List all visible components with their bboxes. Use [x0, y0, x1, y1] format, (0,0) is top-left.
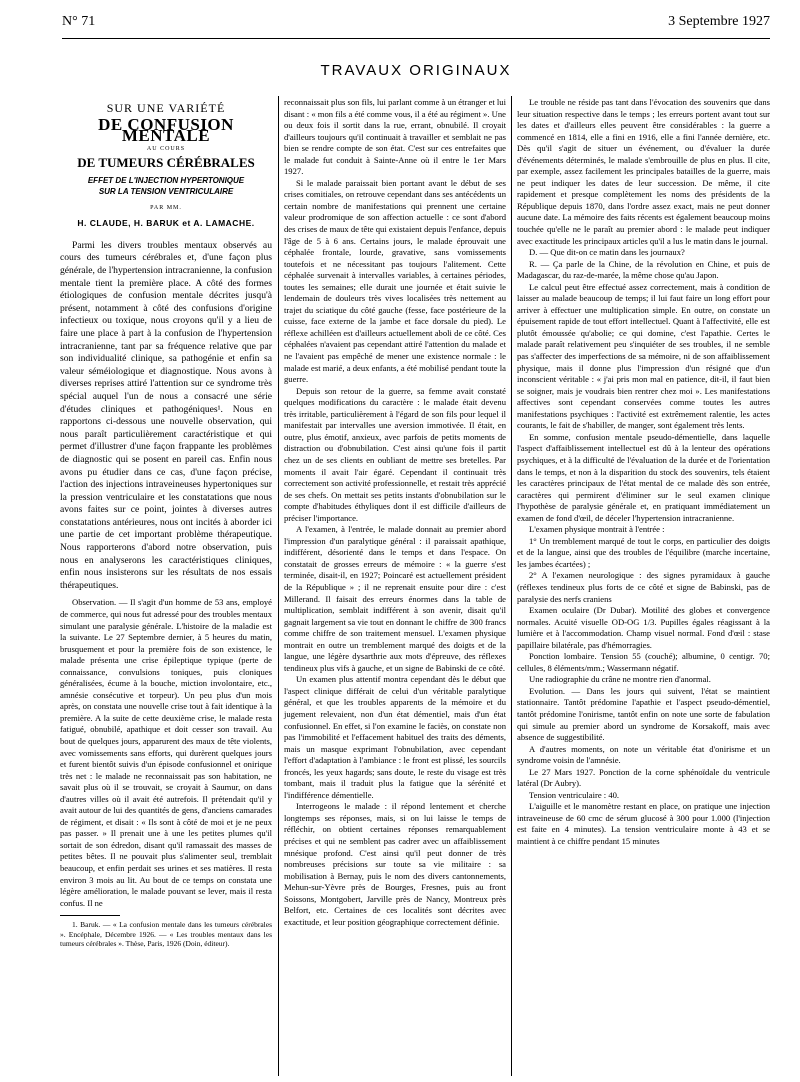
column-divider-2	[511, 96, 512, 1076]
paragraph: Le calcul peut être effectué assez correctement, mais à condition de laisser au malade beaucoup de temps; il lui faut faire un long effort pour arriver à effectuer une multiplication simple. En outre, on constate un épuisement rapide de tout effort intellectuel. Quant à l'affectivité, elle est plutôt émoussée qu'abolie; ce qui domine, c'est l'apathie. Certes le malade paraît relativement peu s'inquiéter de ses troubles, il ne semble pas s'affecter des imperfections de sa mémoire, ni de son affaiblissement physique, mais il donne plus l'impression d'un résigné que d'un inconscient véritable : « j'ai pris mon mal en patience, dit-il, il faut bien se soigner, mais je voudrais bien rentrer chez moi ». Les manifestations affectives sont cependant conservées comme toutes les autres manifestations psychiques : l'activité est extrêmement ralentie, les actes courants, le fait de s'habiller, de manger, sont également très lents.	[517, 281, 770, 431]
paragraph: Le trouble ne réside pas tant dans l'évocation des souvenirs que dans leur situation respective dans le temps ; les erreurs portent avant tout sur les dates et d'ailleurs elles peuvent être considérables : la guerre a commencé en 1814, elle a fini en 1916, elle a fini l'année dernière, etc. Dès qu'il s'agit de situer un événement, ou d'évaluer la durée d'événements déterminés, le malade s'embrouille de plus en plus. Il cite, par exemple, assez facilement les principales batailles de la guerre, mais ne peut indiquer les dates de leur succession. De même, il cite rapidement et presque complètement les noms des présidents de la République depuis 1870, dans l'ordre assez exact, mais ne peut donner aucune date. La mémoire des faits récents est également beaucoup moins touchée qu'elle ne le paraît au premier abord : le malade peut indiquer avec exactitude les principaux articles qu'il a lus le matin dans le journal.	[517, 97, 770, 246]
column-divider-1	[278, 96, 279, 1076]
paragraph: 2° A l'examen neurologique : des signes pyramidaux à gauche (réflexes tendineux plus forts de ce côté et signe de Babinski, pas de paralysie des nerfs craniens	[517, 570, 770, 604]
authors: H. CLAUDE, H. BARUK et A. LAMACHE.	[77, 218, 255, 229]
paragraph: A l'examen, à l'entrée, le malade donnait au premier abord l'impression d'un paralytique général : il paraissait apathique, indifférent, désorienté dans le temps et dans l'espace. On constatait de grosses erreurs de mémoire : « la guerre s'est terminée, disait-il, en 1927; Poincaré est actuellement président de la République » ; il ne reprenait ensuite pour dire : c'est Millerand. Il faisait des erreurs énormes dans la table de multiplication, semblait indifférent à son avenir, disait qu'il gagnait largement sa vie tout en donnant le chiffre de 300 francs comme chiffre de son traitement mensuel. L'examen physique montrait en outre un tremblement marqué des doigts et de la langue, une légère dysarthrie aux mots d'épreuve, des réflexes tendineux plus vifs à gauche, et un signe de Babinski de ce côté.	[284, 524, 506, 673]
paragraph: L'aiguille et le manomètre restant en place, on pratique une injection intraveineuse de 60 cmc de sérum glucosé à 300 pour 1.000 (l'injection est faite en 4 minutes). La tension ventriculaire monte à 43 et se maintient à ce chiffre pendant 15 minutes	[517, 801, 770, 846]
article-title-block	[60, 103, 272, 230]
column-2	[284, 97, 506, 928]
paragraph: L'examen physique montrait à l'entrée :	[529, 524, 665, 535]
section-title: TRAVAUX ORIGINAUX	[320, 62, 512, 79]
subtitle-line-2: SUR LA TENSION VENTRICULAIRE	[98, 186, 234, 196]
title-line-1: SUR UNE VARIÉTÉ	[106, 101, 226, 115]
paragraph: 1° Un tremblement marqué de tout le corps, en particulier des doigts et de la langue, ainsi que des troubles de l'équilibre (marche incertaine, les jambes écartées) ;	[517, 535, 770, 569]
paragraph: Interrogeons le malade : il répond lentement et cherche longtemps ses réponses, mais, si on lui laisse le temps de réfléchir, on obtient certaines réponses remarquablement précises et qui ne semblent pas cadrer avec un affaiblissement mnésique profond. C'est ainsi qu'il peut donner de très nombreuses précisions sur toute sa vie militaire : sa mobilisation à Bernay, puis le nom des divers cantonnements, Mehun-sur-Yèvre près de Bourges, Fresnes, puis au front Soissons, Montgobert, Jarville près de Nancy, Montreux près Belfort, etc. Certaines de ces localités sont décrites avec exactitude, et leur position géographique correctement définie.	[284, 801, 506, 927]
paragraph: Une radiographie du crâne ne montre rien d'anormal.	[529, 674, 711, 685]
footnote: 1. Baruk. — « La confusion mentale dans les tumeurs cérébrales ». Encéphale, Décembre 1926. — « Les troubles mentaux dans les tumeurs cérébrales ». Thèse, Paris, 1926 (Doin, éditeur).	[60, 920, 272, 949]
paragraph: Depuis son retour de la guerre, sa femme avait constaté quelques modifications du caractère : le malade était devenu très irritable, particulièrement à l'égard de son fils pour lequel il manifestait par intervalles une aversion immotivée. Il était, en outre, plus émotif, anxieux, avec parfois de petits moments de distraction ou d'obnubilation. C'est ainsi qu'une fois il partit chez un de ses clients en oubliant de mettre ses bretelles. Par moments il avait l'air égaré. Cependant il continuait très correctement son activité professionnelle, et restait très apprécié de ses chefs. On mettait ses petits instants d'obnubilation sur le compte d'habitudes éthyliques dont il est difficile d'ailleurs de préciser l'importance.	[284, 385, 506, 523]
observation-paragraph: Observation. — Il s'agit d'un homme de 53 ans, employé de commerce, qui nous fut adressé pour des troubles mentaux simulant une paralysie générale. L'histoire de la maladie est la suivante. Le 27 Septembre dernier, à 5 heures du matin, brusquement et pour la première fois de son existence, le malade présenta une crise épileptique typique (perte de connaissance, convulsions toniques, puis cloniques généralisées, écume à la bouche, miction involontaire, etc., amnésie consécutive et torpeur). Un peu plus d'un mois après, on constata une nouvelle crise tout à fait identique à la première. A la suite de cette deuxième crise, le malade resta fatigué, obnubilé, apathique et doit cesser son travail. Au bout de quelques jours, apparurent des maux de tête violents, avec vomissements sans efforts, qui durèrent quelques jours et furent bientôt suivis d'un épisode confusionnel et onirique très net : le malade ne reconnaissait pas son habitation, ne savait plus où il se trouvait, se croyait à Saumur, on dans d'autres villes où il avait été autrefois. Il prétendait qu'il y avait autour de lui des quantités de gens, d'anciens camarades de régiment, et disait : « Ils sont à côté de moi et je ne peux pas passer. » Il prenait une à une les petites plumes qu'il sortait de son édredon, disant qu'il ramassait des masses de petites bêtes. Il ne pouvait plus s'alimenter seul, tremblait beaucoup, et enfin perdait ses urines et ses matières. Il resta environ 3 mois au lit. Au bout de ce temps on constata une légère amélioration, le malade pouvant se lever, mais il resta confus. Il ne	[60, 597, 272, 908]
intro-paragraph: Parmi les divers troubles mentaux observés au cours des tumeurs cérébrales et, d'une façon plus générale, de l'hypertension intracranienne, la confusion mentale tient la première place. A côté des formes étiologiques de confusion mentale décrites jusqu'à présent, notamment à côté des confusions d'origine infectieux ou toxique, nous croyons qu'il y a lieu de faire une place à part à la confusion de l'hypertension intracranienne, tant par sa fréquence relative que par son individualité clinique, sa pathogénie et enfin sa valeur séméiologique et diagnostique. Nous avons à diverses reprises attiré l'attention sur ce syndrome très spécial auquel l'un de nous a consacré une série d'études cliniques et pathogéniques¹. Nous en rapportons ci-dessous une nouvelle observation, qui nous paraît particulièrement caractéristique et qui permet d'illustrer d'une façon frappante les problèmes de diagnostic qui se posent en pareil cas. Enfin nous avons pu étudier dans ce cas, d'une façon précise, l'action des injections intraveineuses hypertoniques sur la pression ventriculaire et les constatations que nous avons faites sur ce point, jointes à diverses autres constatations antérieures, nous ont incités à aborder ici une partie de cet important problème thérapeutique. Nous rapporterons d'abord notre observation, puis nous en analyserons les caractéristiques cliniques, enfin nous insisterons sur les résultats de nos essais thérapeutiques.	[60, 239, 272, 591]
paragraph: Examen oculaire (Dr Dubar). Motilité des globes et convergence normales. Acuité visuelle OD-OG 1/3. Pupilles égales réagissant à la lumière et à l'accommodation. Champ visuel normal. Fond d'œil : stase papillaire bilatérale, pas d'hémorragies.	[517, 605, 770, 650]
title-line-3: AU COURS	[146, 145, 186, 152]
paragraph: Ponction lombaire. Tension 55 (couché); albumine, 0 centigr. 70; cellules, 8 éléments/mm.; Wassermann négatif.	[517, 651, 770, 673]
dialogue-answer: R. — Ça parle de la Chine, de la révolution en Chine, et puis de Madagascar, du raz-de-marée, la même chose qu'au Japon.	[517, 258, 770, 281]
dialogue-question: D. — Que dit-on ce matin dans les journaux?	[529, 247, 685, 258]
title-line-4: DE TUMEURS CÉRÉBRALES	[77, 155, 255, 171]
subtitle-line-1: EFFET DE L'INJECTION HYPERTONIQUE	[87, 175, 245, 185]
paragraph: En somme, confusion mentale pseudo-démentielle, dans laquelle l'aspect d'affaiblissement intellectuel est dû à la lenteur des opérations psychiques, et à la difficulté de l'évaluation de la durée et de l'orientation dans le temps, et non à la disparition du stock des souvenirs, tels étaient les caractères principaux de l'état mental de ce malade dès son entrée, caractères qui permirent d'éliminer sur le seul examen clinique l'hypothèse de paralysie générale et, en pratiquant immédiatement un examen de fond d'œil, de déceler l'hypertension intracranienne.	[517, 431, 770, 523]
byline-par: PAR MM.	[150, 204, 182, 211]
title-line-2: DE CONFUSION MENTALE	[98, 114, 234, 146]
paragraph: Le 27 Mars 1927. Ponction de la corne sphénoïdale du ventricule latéral (Dr Aubry).	[517, 766, 770, 789]
column-1	[60, 97, 272, 949]
page-number: N° 71	[62, 14, 96, 29]
paragraph: reconnaissait plus son fils, lui parlant comme à un étranger et lui disant : « mon fils a été comme vous, il a été au régiment ». Une ou deux fois il sortit dans la rue, errant, obnubilé. Il croyait d'ailleurs toujours qu'il continuait à travailler et semblait ne pas bien se rendre compte de son état. C'est sur ces entrefaites que le malade fut conduit à Sainte-Anne où il entre le 1er Mars 1927.	[284, 97, 506, 177]
paragraph: Un examen plus attentif montra cependant dès le début que l'aspect clinique différait de celui d'un véritable paralytique général, et que les troubles apparents de la mémoire et du jugement relevaient, non d'un état démentiel, mais d'un état confusionnel. En effet, si l'on examine le faciès, on constate non pas l'immobilité et l'effacement habituel des traits des déments, mais un masque exprimant l'obnubilation, avec cependant l'effort d'adaptation à l'ambiance : le front est plissé, les sourcils froncés, les yeux hagards; sans doute, le reste du visage est très tombant, mais il traduit plus la fatigue que la sérénité et l'indifférence démentielle.	[284, 674, 506, 800]
running-header	[62, 14, 770, 32]
header-rule	[62, 38, 770, 39]
footnote-rule	[60, 915, 120, 916]
paragraph: Tension ventriculaire : 40.	[529, 789, 620, 800]
paragraph: Si le malade paraissait bien portant avant le début de ses crises comitiales, on retrouve cependant dans ses antécédents un certain nombre de manifestations qui prennent une certaine valeur prodromique de son affection actuelle : ce sont d'abord des crises de maux de tête qui existaient depuis l'enfance, depuis l'âge de 5 à 6 ans. Certains jours, le malade éprouvait une céphalée frontale, lourde, gravative, sans vomissements toutefois et ne nécessitant pas toujours l'alitement. Cette céphalée survenait à intervalles variables, à certaines périodes, toutes les semaines; elle durait une journée et était suivie le lendemain de douleurs très vives localisées très nettement au trajet du sciatique du côté gauche (fesse, face postérieure de la cuisse, face externe de la jambe et face dorsale du pied). Le réflexe achilléen est d'ailleurs actuellement aboli de ce côté. Ces céphalées n'avaient pas cependant attiré l'attention du malade et ne l'avaient pas empêché de mener une existence normale : le malade est marié, a deux enfants, a été mobilisé pendant toute la guerre.	[284, 177, 506, 385]
paragraph: A d'autres moments, on note un véritable état d'onirisme et un syndrome voisin de l'amnésie.	[517, 743, 770, 766]
column-3	[517, 97, 770, 848]
issue-date: 3 Septembre 1927	[668, 14, 770, 29]
paragraph: Evolution. — Dans les jours qui suivent, l'état se maintient stationnaire. Tantôt prédomine l'apathie et l'aspect pseudo-démentiel, tantôt prédomine l'onirisme, tantôt enfin on note une sorte de fabulation qui simule au premier abord un syndrome de Korsakoff, mais avec absence de suggestibilité.	[517, 685, 770, 743]
